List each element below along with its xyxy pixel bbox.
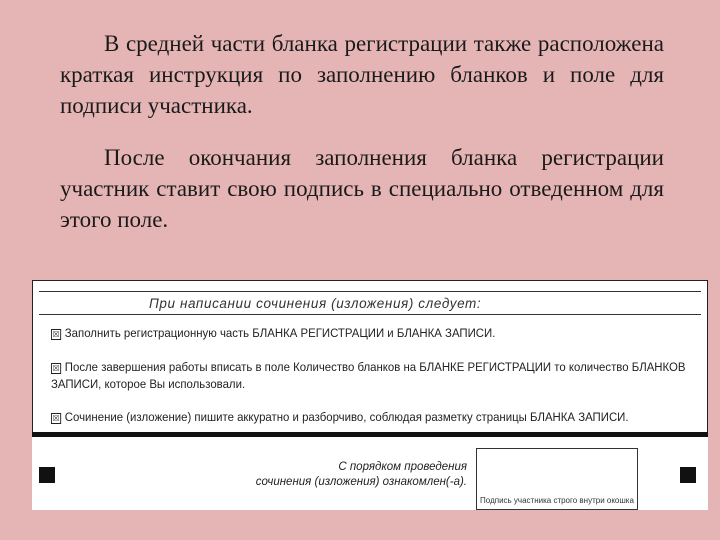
paragraph-2 [60, 142, 664, 235]
instruction-item-2-text: После завершения работы вписать в поле Количество бланков на БЛАНКЕ РЕГИСТРАЦИИ то количество БЛАНКОВ ЗАПИСИ, которое Вы использовали. [51, 360, 686, 391]
instruction-item-2 [51, 359, 706, 393]
checkbox-icon: ☒ [52, 414, 60, 423]
instruction-box [32, 280, 708, 434]
instruction-item-3-text: Сочинение (изложение) пишите аккуратно и разборчиво, соблюдая разметку страницы БЛАНКА ЗАПИСИ. [64, 410, 629, 424]
alignment-marker-right [680, 467, 696, 483]
consent-text: С порядком проведения сочинения (изложения) ознакомлен(-а). [255, 461, 467, 488]
divider [32, 432, 708, 437]
paragraph-1-text: В средней части бланка регистрации также расположена краткая инструкция по заполнению бланков и поле для подписи участника. [60, 31, 664, 118]
paragraph-2-text: После окончания заполнения бланка регистрации участник ставит свою подпись в специально отведенном для этого поле. [60, 145, 664, 232]
signature-field[interactable] [476, 448, 638, 510]
signature-caption: Подпись участника строго внутри окошка [480, 496, 634, 505]
instruction-header: При написании сочинения (изложения) следует: [39, 291, 701, 315]
checkbox-icon: ☒ [52, 364, 60, 373]
registration-form-excerpt [32, 280, 708, 510]
checkbox-icon: ☒ [52, 330, 60, 339]
instruction-item-1 [51, 325, 706, 342]
signature-area [32, 432, 708, 510]
instruction-item-1-text: Заполнить регистрационную часть БЛАНКА РЕГИСТРАЦИИ и БЛАНКА ЗАПИСИ. [64, 326, 496, 340]
alignment-marker-left [39, 467, 55, 483]
instruction-item-3 [51, 409, 706, 426]
paragraph-1 [60, 28, 664, 121]
